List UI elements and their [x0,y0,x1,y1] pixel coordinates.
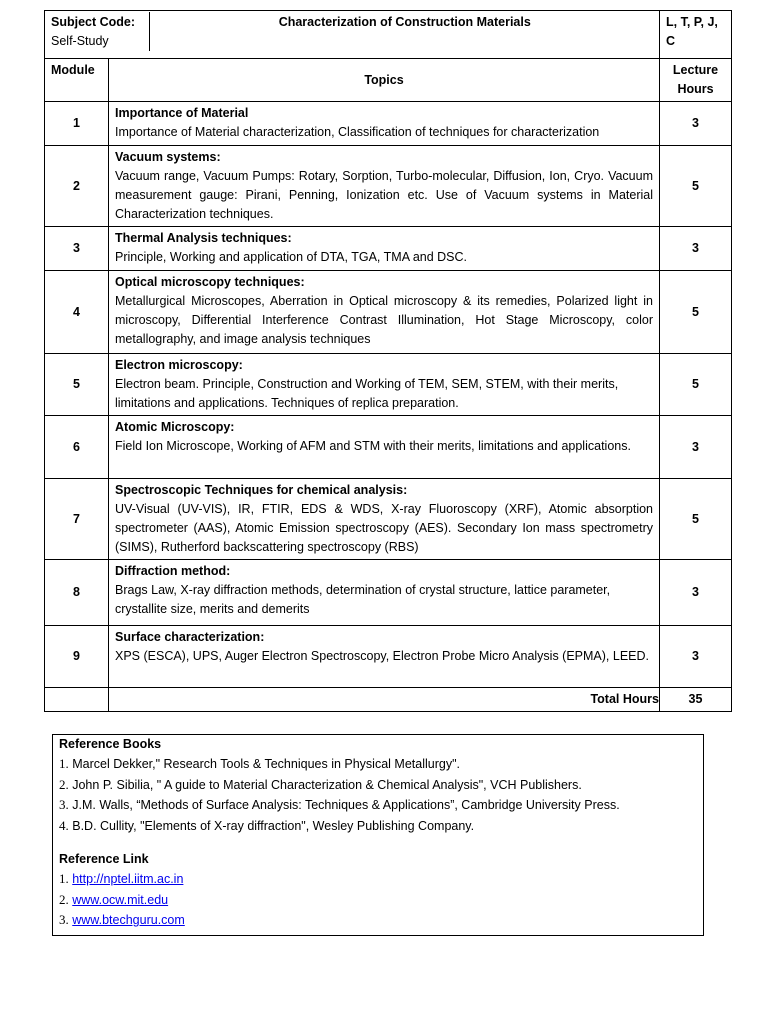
reference-link-index: 1. [59,871,69,887]
module-hours: 3 [660,626,732,688]
module-title: Diffraction method: [115,564,231,578]
reference-link[interactable]: www.ocw.mit.edu [72,892,169,907]
reference-book-item [59,775,697,795]
module-title: Electron microscopy: [115,358,243,372]
reference-book-index: 2. [59,776,69,792]
module-row [45,416,732,479]
module-hours: 3 [660,416,732,479]
reference-book-item [59,795,697,815]
reference-book-text: J.M. Walls, “Methods of Surface Analysis: Techniques & Applications”, Cambridge University Press. [72,798,620,813]
ltpjc-cell [660,11,732,59]
lecture-hours-line2: Hours [677,82,714,96]
module-topics [109,560,660,626]
ltpjc-line2: C [666,34,676,48]
reference-links-heading: Reference Link [59,852,149,867]
reference-link-item [59,869,697,889]
module-row [45,227,732,271]
reference-link-item [59,890,697,910]
reference-link-index: 3. [59,912,69,928]
reference-book-index: 1. [59,756,69,772]
module-hours: 5 [660,479,732,560]
total-hours-label: Total Hours [109,688,660,712]
module-number: 1 [45,102,109,146]
reference-book-text: B.D. Cullity, "Elements of X-ray diffraction", Wesley Publishing Company. [72,818,475,833]
module-description: Metallurgical Microscopes, Aberration in Optical microscopy & its remedies, Polarized light in microscopy, Differential Interference Contrast Illumination, Hot Stage Microscopy, color metallography, and image analysis techniques [115,294,653,346]
course-title: Characterization of Construction Materials [151,11,660,59]
module-title: Surface characterization: [115,630,265,644]
module-number: 7 [45,479,109,560]
module-row [45,146,732,227]
module-description: UV-Visual (UV-VIS), IR, FTIR, EDS & WDS, X-ray Fluoroscopy (XRF), Atomic absorption spectrometer (AAS), Atomic Emission spectroscopy (AES). Secondary Ion mass spectrometry (SIMS), Rutherford backscattering spectroscopy (RBS) [115,502,653,554]
reference-book-item [59,754,697,774]
reference-book-text: Marcel Dekker," Research Tools & Techniques in Physical Metallurgy". [72,757,460,772]
total-row [45,688,732,712]
module-hours: 5 [660,271,732,354]
module-row [45,271,732,354]
subject-code-label: Subject Code: [51,15,136,29]
module-description: Brags Law, X-ray diffraction methods, determination of crystal structure, lattice parameter, crystallite size, merits and demerits [115,583,611,616]
module-row [45,626,732,688]
module-number: 9 [45,626,109,688]
module-description: Importance of Material characterization, Classification of techniques for characterization [115,125,600,139]
reference-book-item [59,816,697,836]
module-topics [109,479,660,560]
module-topics [109,626,660,688]
reference-link-index: 2. [59,891,69,907]
references-box [52,734,704,936]
module-row [45,354,732,416]
module-number: 4 [45,271,109,354]
topics-column-header: Topics [109,59,660,102]
reference-link-item [59,910,697,930]
module-row [45,102,732,146]
module-topics [109,227,660,271]
column-header-row [45,59,732,102]
module-description: Vacuum range, Vacuum Pumps: Rotary, Sorption, Turbo-molecular, Diffusion, Ion, Cryo. Vacuum measurement gauge: Pirani, Penning, Ionization etc. Use of Vacuum systems in Material Characterization techniques. [115,169,653,221]
reference-book-index: 3. [59,797,69,813]
module-number: 6 [45,416,109,479]
lecture-hours-line1: Lecture [672,63,719,77]
module-title: Atomic Microscopy: [115,420,235,434]
reference-books-heading: Reference Books [59,737,162,751]
module-number: 3 [45,227,109,271]
module-row [45,560,732,626]
module-hours: 5 [660,146,732,227]
module-topics [109,416,660,479]
module-description: Electron beam. Principle, Construction and Working of TEM, SEM, STEM, with their merits, limitations and applications. Techniques of replica preparation. [115,377,619,410]
module-number: 8 [45,560,109,626]
total-row-module-cell [45,688,109,712]
reference-book-index: 4. [59,817,69,833]
reference-link[interactable]: www.btechguru.com [72,913,185,928]
module-topics [109,354,660,416]
lecture-hours-header [660,59,732,102]
module-number: 2 [45,146,109,227]
syllabus-table [44,10,732,712]
module-hours: 3 [660,560,732,626]
ltpjc-line1: L, T, P, J, [666,15,718,29]
module-topics [109,146,660,227]
total-hours-value: 35 [660,688,732,712]
module-title: Spectroscopic Techniques for chemical analysis: [115,483,408,497]
module-hours: 3 [660,102,732,146]
module-description: XPS (ESCA), UPS, Auger Electron Spectroscopy, Electron Probe Micro Analysis (EPMA), LEED. [115,649,649,663]
module-title: Importance of Material [115,106,249,120]
module-hours: 3 [660,227,732,271]
module-title: Vacuum systems: [115,150,221,164]
module-description: Field Ion Microscope, Working of AFM and STM with their merits, limitations and applications. [115,439,631,453]
subject-code-value: Self-Study [51,34,109,48]
course-header-row [45,11,732,59]
reference-book-text: John P. Sibilia, " A guide to Material Characterization & Chemical Analysis", VCH Publishers. [72,777,582,792]
module-row [45,479,732,560]
module-title: Thermal Analysis techniques: [115,231,292,245]
module-topics [109,102,660,146]
module-description: Principle, Working and application of DTA, TGA, TMA and DSC. [115,250,468,264]
module-title: Optical microscopy techniques: [115,275,305,289]
module-topics [109,271,660,354]
reference-link[interactable]: http://nptel.iitm.ac.in [72,872,184,887]
module-hours: 5 [660,354,732,416]
subject-code-cell [45,11,151,59]
module-column-header: Module [45,59,109,102]
module-number: 5 [45,354,109,416]
